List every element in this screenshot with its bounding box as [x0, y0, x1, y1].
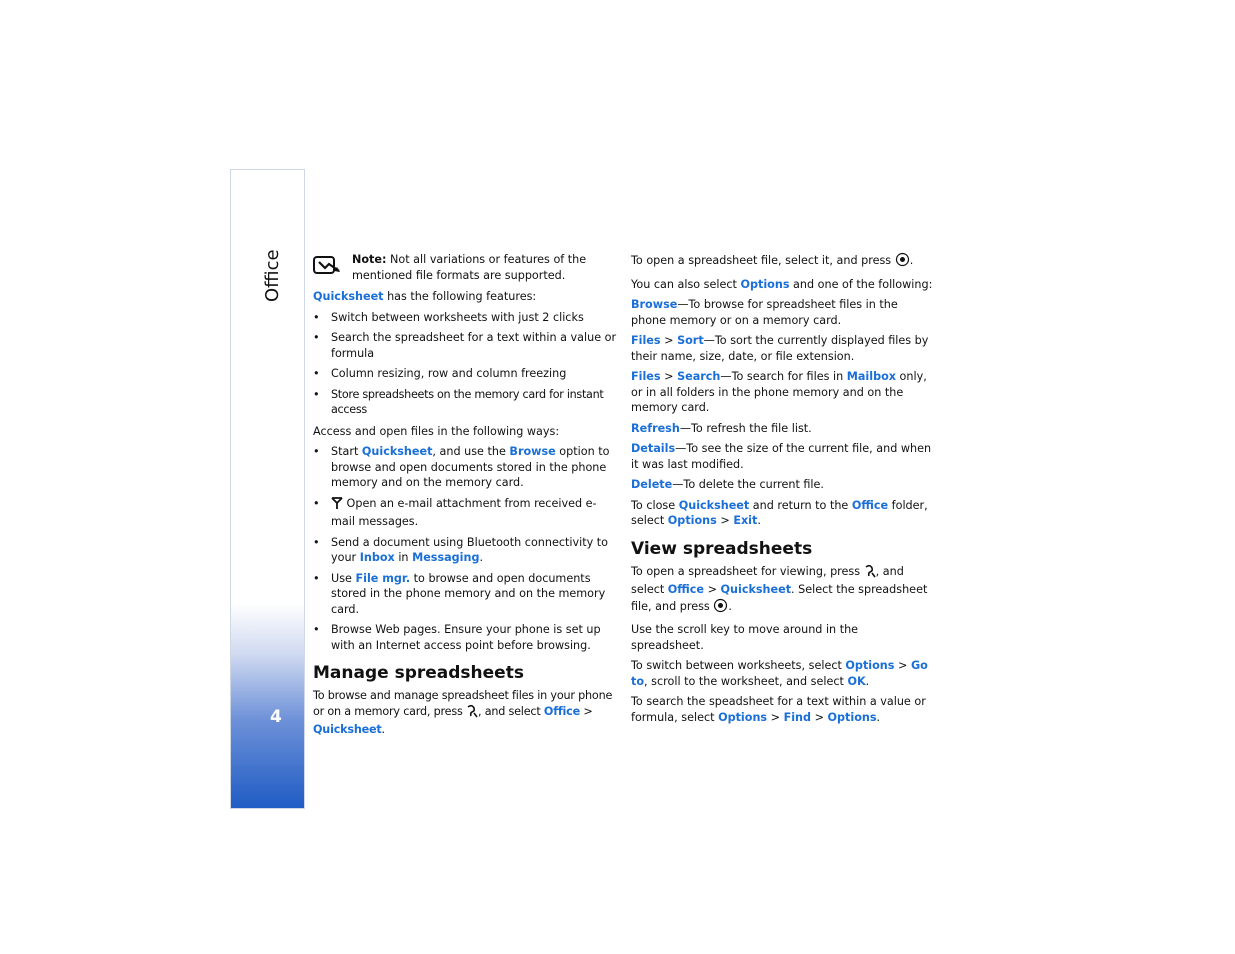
list-item: • Start Quicksheet, and use the Browse option to browse and open documents stored in the phone memory and on the memory card. [313, 445, 610, 489]
option-sort: Files > Sort—To sort the currently displayed files by their name, size, date, or file extension. [631, 334, 929, 363]
option-details: Details—To see the size of the current file, and when it was last modified. [631, 442, 932, 471]
manage-text: To browse and manage spreadsheet files in your phone or on a memory card, press , and select Office > Quicksheet. [313, 689, 613, 736]
link-messaging[interactable]: Messaging [412, 551, 480, 564]
link-find[interactable]: Find [783, 710, 812, 724]
feature-text: Column resizing, row and column freezing [331, 367, 567, 380]
link-browse[interactable]: Browse [509, 445, 556, 458]
list-item: • Column resizing, row and column freezing [313, 367, 567, 380]
select-key-icon [895, 252, 910, 272]
link-options[interactable]: Options [718, 710, 768, 724]
page-number: 4 [270, 707, 282, 727]
open-text: To open a spreadsheet file, select it, and press . [631, 252, 933, 272]
section-title: Office [262, 249, 283, 302]
menu-key-icon [864, 564, 876, 583]
list-item: • Send a document using Bluetooth connectivity to your Inbox in Messaging. [313, 535, 609, 564]
link-options[interactable]: Options [667, 514, 717, 527]
view-p2: Use the scroll key to move around in the spreadsheet. [631, 623, 859, 652]
link-inbox[interactable]: Inbox [359, 551, 395, 564]
link-quicksheet[interactable]: Quicksheet [313, 290, 384, 303]
view-p1: To open a spreadsheet for viewing, press , and select Office > Quicksheet. Select the spreadsheet file, and press . [631, 564, 933, 618]
link-office[interactable]: Office [543, 704, 581, 718]
link-search[interactable]: Search [677, 370, 721, 383]
heading-manage: Manage spreadsheets [313, 663, 524, 683]
note-icon [313, 254, 341, 281]
link-files[interactable]: Files [631, 370, 661, 383]
option-search: Files > Search—To search for files in Mailbox only, or in all folders in the phone memory and on the memory card. [631, 370, 927, 414]
link-ok[interactable]: OK [847, 674, 866, 688]
list-item: • Browse Web pages. Ensure your phone is set up with an Internet access point before browsing. [313, 623, 601, 652]
link-file-mgr[interactable]: File mgr. [355, 571, 411, 585]
note-text: Not all variations or features of the mentioned file formats are supported. [352, 253, 587, 282]
link-refresh[interactable]: Refresh [631, 421, 680, 435]
access-text: Open an e-mail attachment from received e-mail messages. [331, 496, 597, 528]
close-text: To close Quicksheet and return to the Office folder, select Options > Exit. [631, 498, 928, 527]
view-p3: To switch between worksheets, select Options > Go to, scroll to the worksheet, and select OK. [631, 659, 928, 688]
link-options[interactable]: Options [740, 277, 790, 291]
feature-text: Store spreadsheets on the memory card for instant access [331, 387, 604, 416]
access-list [313, 444, 618, 653]
link-sort[interactable]: Sort [677, 334, 704, 347]
also-text: You can also select Options and one of the following: [631, 277, 933, 291]
list-item: • Open an e-mail attachment from received e-mail messages. [313, 496, 597, 528]
access-text: Browse Web pages. Ensure your phone is set up with an Internet access point before browsing. [331, 623, 601, 652]
features-list [313, 310, 618, 418]
list-item: • Search the spreadsheet for a text within a value or formula [313, 331, 617, 360]
link-quicksheet[interactable]: Quicksheet [313, 723, 382, 736]
link-office[interactable]: Office [851, 498, 889, 512]
link-quicksheet[interactable]: Quicksheet [361, 445, 433, 458]
option-browse: Browse—To browse for spreadsheet files in the phone memory or on a memory card. [631, 298, 898, 327]
right-column [631, 252, 933, 730]
list-item: • Switch between worksheets with just 2 clicks [313, 310, 584, 324]
option-delete: Delete—To delete the current file. [631, 478, 824, 491]
link-quicksheet[interactable]: Quicksheet [678, 498, 750, 512]
option-refresh: Refresh—To refresh the file list. [631, 421, 812, 435]
feature-text: Search the spreadsheet for a text within a value or formula [331, 331, 617, 360]
link-go-to[interactable]: Go to [631, 659, 928, 688]
link-delete[interactable]: Delete [631, 478, 673, 491]
link-options[interactable]: Options [845, 659, 895, 672]
link-files[interactable]: Files [631, 334, 661, 347]
link-options[interactable]: Options [827, 710, 877, 724]
heading-view: View spreadsheets [631, 538, 813, 559]
note-label: Note: [352, 253, 387, 266]
link-details[interactable]: Details [631, 442, 676, 455]
link-office[interactable]: Office [667, 583, 705, 596]
list-item: • Store spreadsheets on the memory card for instant access [313, 387, 604, 416]
feature-text: Switch between worksheets with just 2 clicks [331, 310, 584, 324]
list-item: • Use File mgr. to browse and open documents stored in the phone memory and on the memory card. [313, 571, 606, 616]
view-p4: To search the speadsheet for a text within a value or formula, select Options > Find > Options. [631, 695, 926, 724]
link-mailbox[interactable]: Mailbox [846, 370, 896, 383]
intro-text: has the following features: [383, 290, 537, 303]
menu-key-icon [466, 704, 478, 723]
left-column [313, 252, 618, 743]
features-intro [313, 289, 618, 305]
link-exit[interactable]: Exit [733, 514, 758, 527]
note-box [313, 252, 618, 283]
antenna-icon [331, 497, 343, 515]
access-intro: Access and open files in the following ways: [313, 424, 560, 438]
select-key-icon [713, 598, 728, 618]
link-browse[interactable]: Browse [631, 298, 678, 311]
link-quicksheet[interactable]: Quicksheet [720, 583, 792, 596]
